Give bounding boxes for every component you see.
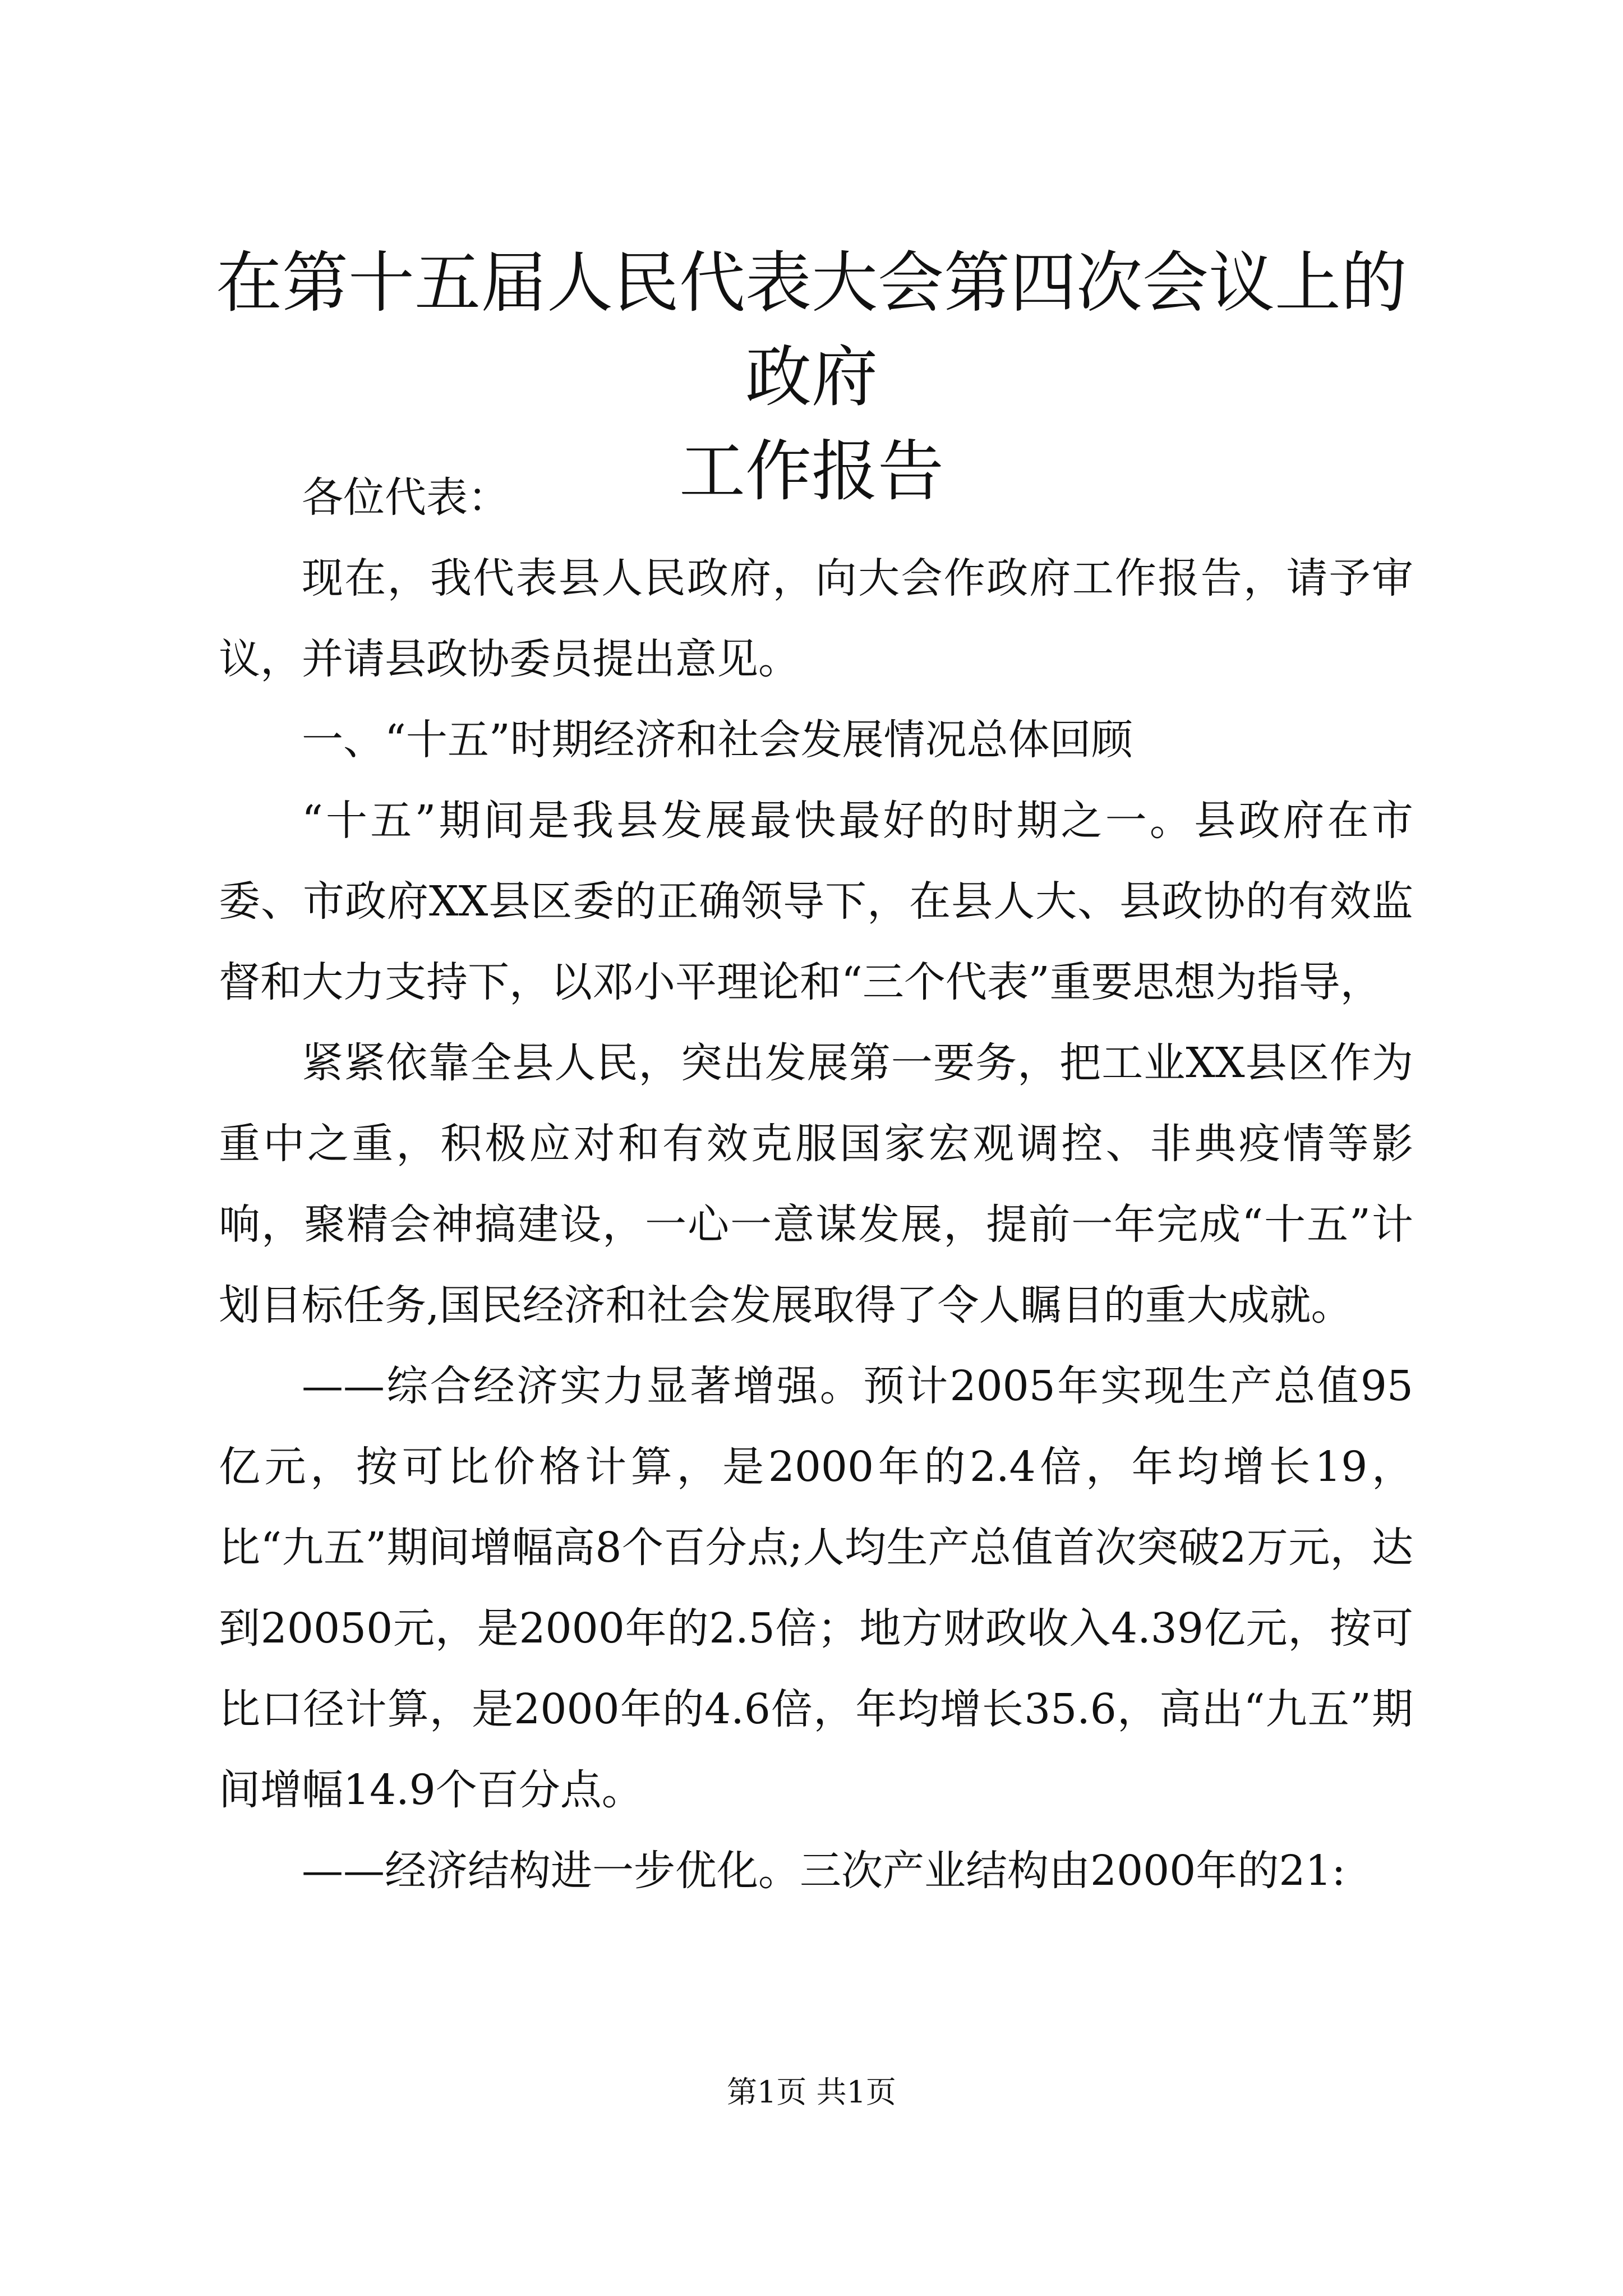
document-body	[219, 457, 1413, 1911]
title-line-2: 工作报告	[679, 432, 944, 510]
paragraph-salutation: 各位代表：	[302, 473, 509, 522]
paragraph-economic-structure: ——经济结构进一步优化。三次产业结构由2000年的21:	[302, 1847, 1346, 1895]
paragraph-overview: “十五”期间是我县发展最快最好的时期之一。县政府在市委、市政府XX县区委的正确领导下，在县人大、县政协的有效监督和大力支持下，以邓小平理论和“三个代表”重要思想为指导，	[219, 797, 1413, 1006]
paragraph-economic-strength: ——综合经济实力显著增强。预计2005年实现生产总值95亿元，按可比价格计算，是2000年的2.4倍，年均增长19，比“九五”期间增幅高8个百分点;人均生产总值首次突破2万元，达到20050元，是2000年的2.5倍；地方财政收入4.39亿元，按可比口径计算，是2000年的4.6倍，年均增长35.6，高出“九五”期间增幅14.9个百分点。	[219, 1362, 1413, 1814]
paragraph-achievements: 紧紧依靠全县人民，突出发展第一要务，把工业XX县区作为重中之重，积极应对和有效克服国家宏观调控、非典疫情等影响，聚精会神搞建设，一心一意谋发展，提前一年完成“十五”计划目标任务,国民经济和社会发展取得了令人瞩目的重大成就。	[219, 1039, 1413, 1329]
page-footer: 第1页 共1页	[727, 2074, 896, 2110]
paragraph-section-heading: 一、“十五”时期经济和社会发展情况总体回顾	[302, 716, 1133, 764]
paragraph-intro: 现在，我代表县人民政府，向大会作政府工作报告，请予审议，并请县政协委员提出意见。	[219, 554, 1413, 683]
title-line-1: 在第十五届人民代表大会第四次会议上的政府	[215, 244, 1407, 416]
